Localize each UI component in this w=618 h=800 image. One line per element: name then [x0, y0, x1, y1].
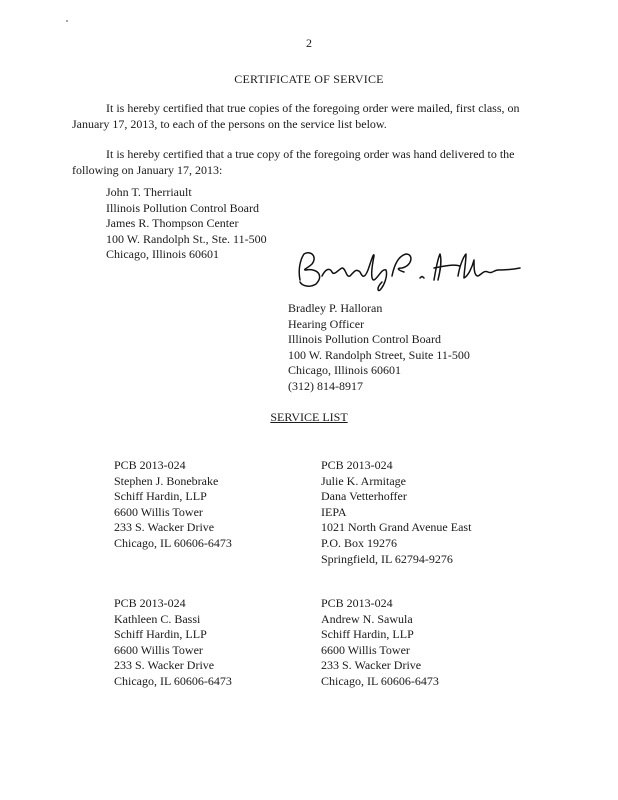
service-list-entry — [321, 458, 471, 567]
signer-street: 100 W. Randolph Street, Suite 11-500 — [288, 347, 470, 362]
city-line: Springfield, IL 62794-9276 — [321, 551, 453, 566]
recipient-name: John T. Therriault — [106, 185, 192, 199]
firm-name: Schiff Hardin, LLP — [114, 489, 207, 504]
case-number: PCB 2013-024 — [114, 596, 186, 610]
address-line: 233 S. Wacker Drive — [321, 658, 422, 673]
party-name: Stephen J. Bonebrake — [114, 473, 219, 488]
signer-title: Hearing Officer — [288, 316, 365, 331]
city-line: Chicago, IL 60606-6473 — [114, 673, 232, 688]
recipient-city: Chicago, Illinois 60601 — [106, 247, 219, 262]
hand-delivery-certification-paragraph: It is hereby certified that a true copy of the foregoing order was hand delivered to the following on January 17, 2013: — [72, 147, 515, 177]
recipient-address-block — [106, 185, 267, 263]
party-name: Andrew N. Sawula — [321, 611, 413, 626]
case-number: PCB 2013-024 — [321, 458, 393, 472]
handwritten-signature — [288, 246, 524, 292]
service-list-entry — [321, 596, 439, 690]
signer-phone: (312) 814-8917 — [288, 378, 363, 393]
party-name: Kathleen C. Bassi — [114, 611, 201, 626]
recipient-organization: Illinois Pollution Control Board — [106, 200, 260, 215]
service-list-entry — [114, 596, 232, 690]
party-name: Dana Vetterhoffer — [321, 489, 407, 504]
signer-name: Bradley P. Halloran — [288, 301, 383, 315]
mailed-certification-paragraph: It is hereby certified that true copies of the foregoing order were mailed, first class, on January 17, 2013, to each of the persons on the service list below. — [72, 101, 520, 131]
address-line: 6600 Willis Tower — [114, 504, 203, 519]
recipient-building: James R. Thompson Center — [106, 216, 239, 231]
service-list-title: SERVICE LIST — [270, 410, 348, 424]
address-line: 6600 Willis Tower — [321, 642, 410, 657]
address-line: 6600 Willis Tower — [114, 642, 203, 657]
recipient-street: 100 W. Randolph St., Ste. 11-500 — [106, 231, 267, 246]
signer-block — [288, 301, 470, 395]
scan-speck — [66, 20, 68, 22]
address-line: 233 S. Wacker Drive — [114, 658, 215, 673]
signer-organization: Illinois Pollution Control Board — [288, 332, 442, 347]
agency-name: IEPA — [321, 504, 347, 519]
page-number: 2 — [306, 36, 312, 50]
city-line: Chicago, IL 60606-6473 — [114, 535, 232, 550]
certificate-title: CERTIFICATE OF SERVICE — [234, 72, 384, 86]
address-line: P.O. Box 19276 — [321, 535, 398, 550]
party-name: Julie K. Armitage — [321, 473, 406, 488]
case-number: PCB 2013-024 — [321, 596, 393, 610]
signature-stroke — [299, 253, 520, 291]
address-line: 233 S. Wacker Drive — [114, 520, 215, 535]
service-list-entry — [114, 458, 232, 552]
signer-city: Chicago, Illinois 60601 — [288, 363, 401, 378]
address-line: 1021 North Grand Avenue East — [321, 520, 472, 535]
city-line: Chicago, IL 60606-6473 — [321, 673, 439, 688]
firm-name: Schiff Hardin, LLP — [114, 627, 207, 642]
firm-name: Schiff Hardin, LLP — [321, 627, 414, 642]
case-number: PCB 2013-024 — [114, 458, 186, 472]
